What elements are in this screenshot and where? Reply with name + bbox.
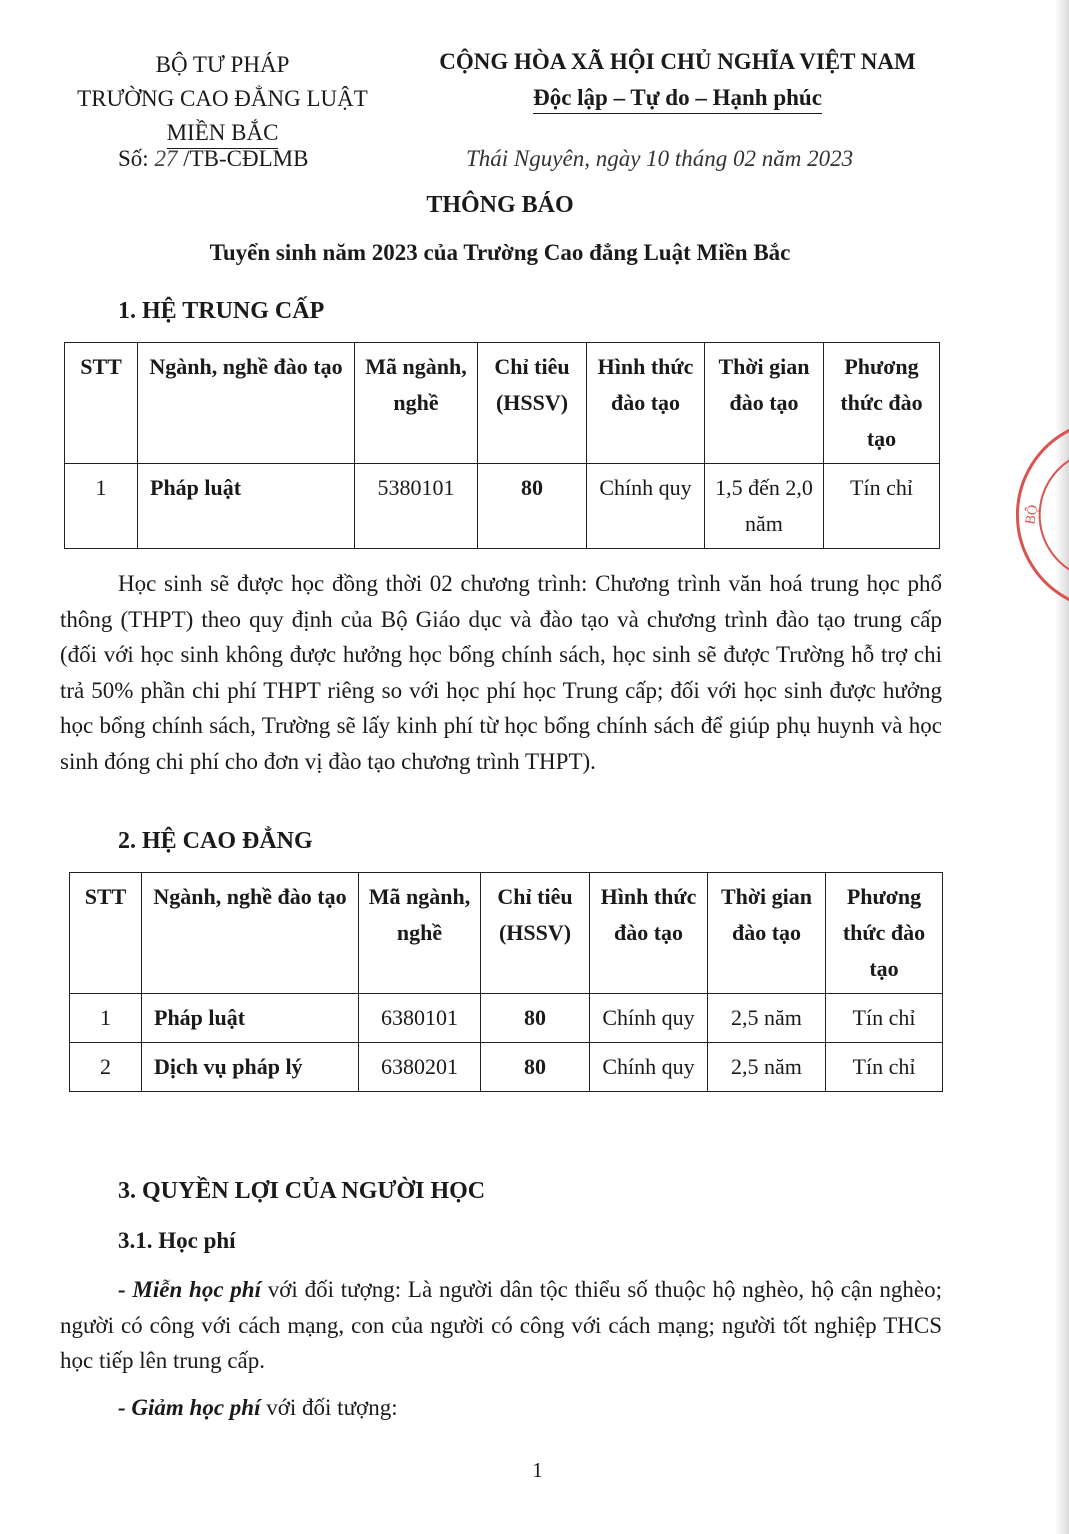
col-header: Thời gian đào tạo	[708, 873, 826, 994]
cell-stt: 2	[70, 1043, 142, 1092]
table-row	[70, 994, 943, 1043]
section2-heading: 2. HỆ CAO ĐẲNG	[118, 828, 313, 854]
cell-method: Tín chỉ	[826, 994, 943, 1043]
document-subtitle: Tuyển sinh năm 2023 của Trường Cao đẳng Luật Miền Bắc	[209, 240, 791, 265]
cell-code: 6380101	[359, 994, 481, 1043]
cell-major: Pháp luật	[138, 464, 355, 549]
issuer-block	[40, 48, 405, 150]
section3-1-heading: 3.1. Học phí	[118, 1228, 236, 1253]
cell-duration: 2,5 năm	[708, 1043, 826, 1092]
document-number: Số: 27 /TB-CĐLMB	[118, 146, 309, 171]
section1-heading: 1. HỆ TRUNG CẤP	[118, 298, 325, 324]
col-header: Ngành, nghề đào tạo	[138, 343, 355, 464]
handwritten-number: 27	[154, 146, 178, 171]
seal-text: BỘ	[1023, 503, 1042, 526]
cell-method: Tín chỉ	[824, 464, 940, 549]
col-header: Thời gian đào tạo	[705, 343, 824, 464]
cell-quota: 80	[478, 464, 587, 549]
col-header: Ngành, nghề đào tạo	[142, 873, 359, 994]
col-header: Phương thức đào tạo	[824, 343, 940, 464]
cell-duration: 2,5 năm	[708, 994, 826, 1043]
col-header: Chỉ tiêu (HSSV)	[478, 343, 587, 464]
cell-major: Pháp luật	[142, 994, 359, 1043]
cell-form: Chính quy	[590, 1043, 708, 1092]
col-header: Mã ngành, nghề	[359, 873, 481, 994]
document-date: Thái Nguyên, ngày 10 tháng 02 năm 2023	[466, 146, 854, 171]
table-header-row	[70, 873, 943, 994]
cell-stt: 1	[70, 994, 142, 1043]
section3-heading: 3. QUYỀN LỢI CỦA NGƯỜI HỌC	[118, 1178, 486, 1204]
cell-stt: 1	[65, 464, 138, 549]
cell-quota: 80	[481, 1043, 590, 1092]
col-header: Phương thức đào tạo	[826, 873, 943, 994]
table-row	[65, 464, 940, 549]
cell-major: Dịch vụ pháp lý	[142, 1043, 359, 1092]
school-name-line2: MIỀN BẮC	[167, 118, 279, 149]
cell-quota: 80	[481, 994, 590, 1043]
page-number: 1	[532, 1458, 543, 1482]
col-header: Mã ngành, nghề	[355, 343, 478, 464]
tuition-reduction-lead: - Giảm học phí	[118, 1395, 261, 1420]
section1-table	[64, 342, 940, 549]
cell-form: Chính quy	[587, 464, 705, 549]
cell-form: Chính quy	[590, 994, 708, 1043]
col-header: Hình thức đào tạo	[587, 343, 705, 464]
national-motto: Độc lập – Tự do – Hạnh phúc	[533, 83, 822, 114]
cell-duration: 1,5 đến 2,0 năm	[705, 464, 824, 549]
nation-name: CỘNG HÒA XÃ HỘI CHỦ NGHĨA VIỆT NAM	[439, 49, 916, 74]
red-seal-stamp	[1012, 420, 1069, 610]
table-row	[70, 1043, 943, 1092]
tuition-exemption-paragraph: - Miễn học phí với đối tượng: Là người dân tộc thiểu số thuộc hộ nghèo, hộ cận nghèo; người có công với cách mạng, con của người có công với cách mạng; người tốt nghiệp THCS học tiếp lên trung cấp.	[60, 1277, 942, 1373]
col-header: STT	[65, 343, 138, 464]
national-header	[405, 44, 950, 116]
col-header: STT	[70, 873, 142, 994]
ministry-name: BỘ TƯ PHÁP	[155, 52, 290, 77]
school-name-line1: TRƯỜNG CAO ĐẲNG LUẬT	[77, 86, 368, 111]
cell-code: 5380101	[355, 464, 478, 549]
cell-method: Tín chỉ	[826, 1043, 943, 1092]
section2-table	[69, 872, 943, 1092]
col-header: Chỉ tiêu (HSSV)	[481, 873, 590, 994]
section1-note: Học sinh sẽ được học đồng thời 02 chương trình: Chương trình văn hoá trung học phổ thông (THPT) theo quy định của Bộ Giáo dục và đào tạo và chương trình đào tạo trung cấp (đối với học sinh không được hưởng học bổng chính sách, học sinh sẽ được Trường hỗ trợ chi trả 50% phần chi phí THPT riêng so với học phí học Trung cấp; đối với học sinh được hưởng học bổng chính sách, Trường sẽ lấy kinh phí từ học bổng chính sách để giúp phụ huynh và học sinh đóng chi phí cho đơn vị đào tạo chương trình THPT).	[60, 571, 942, 774]
col-header: Hình thức đào tạo	[590, 873, 708, 994]
seal-inner-arc	[1040, 460, 1069, 570]
cell-code: 6380201	[359, 1043, 481, 1092]
tuition-reduction-paragraph: - Giảm học phí với đối tượng:	[118, 1395, 398, 1420]
tuition-exemption-lead: - Miễn học phí	[118, 1277, 261, 1302]
page-edge-shadow	[1055, 0, 1069, 1534]
table-header-row	[65, 343, 940, 464]
document-title: THÔNG BÁO	[426, 192, 574, 218]
